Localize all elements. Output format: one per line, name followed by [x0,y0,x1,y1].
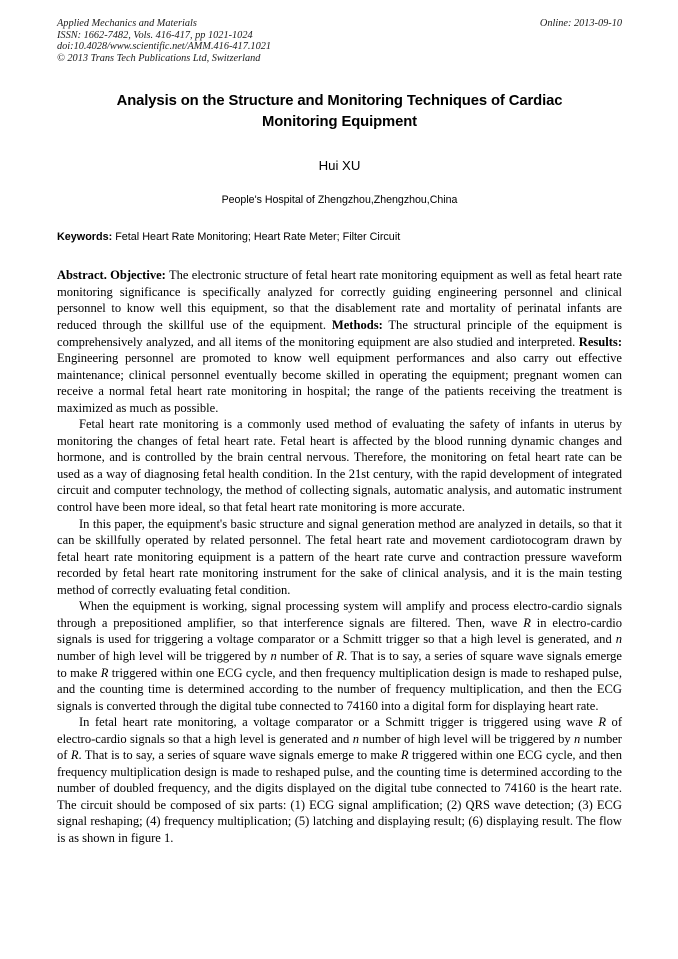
paper-page [57,18,622,847]
variable-r: R [70,748,79,763]
variable-r: R [598,715,607,730]
paragraph-3: In this paper, the equipment's basic structure and signal generation method are analyzed in details, so that it can be skillfully operated by related personnel. The fetal heart rate and movement cardiotocogram drawn by fetal heart rate monitoring equipment is a pattern of the heart rate curve and contraction pressure waveform recorded by fetal heart rate monitoring instrument for the sake of clinical analysis, and it is the main testing method of correctly evaluating fetal condition. [57,516,622,597]
results-text: Engineering personnel are promoted to know well equipment performances and also carry out effective maintenance; clinical personnel eventually become skilled in operating the equipment; pregnant women can receive a normal fetal heart rate monitoring in hospital; the range of the patients receiving the treatment is maximized as much as possible. [57,351,622,415]
keywords-value: Fetal Heart Rate Monitoring; Heart Rate Meter; Filter Circuit [112,231,401,244]
journal-copyright: © 2013 Trans Tech Publications Ltd, Switzerland [57,52,261,64]
paragraph-5-part-c: number of high level will be triggered by [358,731,574,746]
paragraph-4-part-e: . That is to say, a series of square wave signals emerge to make [57,648,622,680]
results-label: Results: [578,334,622,349]
variable-n: n [352,731,359,746]
article-body [57,267,622,846]
journal-issn: ISSN: 1662-7482, Vols. 416-417, pp 1021-1024 [57,29,253,41]
variable-n: n [574,731,581,746]
abstract-objective-text: The electronic structure of fetal heart rate monitoring equipment as well as fetal heart rate monitoring significance is specifically analyzed for correctly guiding engineering personnel and clinical personnel to know well this equipment, so that the disablement rate and mortality of perinatal infants are reduced through the skillful use of the equipment. [57,268,623,333]
variable-n: n [270,648,277,663]
abstract-heading: Abstract. Objective: [57,268,166,283]
paragraph-4-part-f: triggered within one ECG cycle, and then frequency multiplication design is made to reshaped pulse, and the counting time is determined according to the number of frequency multiplication, and then the ECG signals is converted through the digital tube connected to 74160 into a digital form for displaying heart rate. [57,665,622,713]
paragraph-5-part-b: of electro-cardio signals so that a high level is generated and [57,715,622,746]
paragraph-4-part-d: number of [276,648,337,663]
paragraph-4-part-c: number of high level will be triggered by [57,648,271,663]
journal-header [57,18,622,64]
journal-name: Applied Mechanics and Materials [57,18,197,29]
methods-label: Methods: [331,318,383,333]
paragraph-4 [57,598,622,714]
author-affiliation: People's Hospital of Zhengzhou,Zhengzhou,China [221,194,458,207]
variable-r: R [100,665,109,680]
paragraph-5-part-a: In fetal heart rate monitoring, a voltage comparator or a Schmitt trigger is triggered using wave [79,715,599,730]
page-title: Analysis on the Structure and Monitoring Techniques of Cardiac Monitoring Equipment [116,93,563,130]
paragraph-5-part-d: number of [57,731,622,763]
paragraph-4-part-b: in electro-cardio signals is used for triggering a voltage comparator or a Schmitt trigger so that a high level is generated, and [57,615,622,647]
keywords-line [57,231,622,243]
online-date: Online: 2013-09-10 [539,18,622,29]
variable-r: R [400,748,409,763]
paragraph-5-part-e: . That is to say, a series of square wave signals emerge to make [78,748,401,763]
keywords-label: Keywords: [57,231,113,244]
paragraph-2: Fetal heart rate monitoring is a commonly used method of evaluating the safety of infants in uterus by monitoring the changes of fetal heart rate. Fetal heart is affected by the blood running dynamic changes and hormone, and is controlled by the brain central nervous. Therefore, the monitoring on fetal heart rate can be used as a way of diagnosing fetal health condition. In the 21st century, with the rapid development of integrated circuit and computer technology, the method of collecting signals, automatic analysis, and automatic instrument control have been more ideal, so that fetal heart rate monitoring is more accurate. [57,417,622,515]
author-name: Hui XU [318,158,361,174]
variable-n: n [615,632,622,647]
variable-r: R [336,648,344,663]
paragraph-5 [57,714,622,846]
journal-doi: doi:10.4028/www.scientific.net/AMM.416-417.1021 [57,41,272,53]
paragraph-5-part-f: triggered within one ECG cycle, and then frequency multiplication design is made to reshaped pulse, and the counting time is determined according to the number of doubled frequency, and the digits displayed on the digital tube connected to 74160 is the heart rate. The circuit should be composed of six parts: (1) ECG signal amplification; (2) QRS wave detection; (3) ECG signal reshaping; (4) frequency multiplication; (5) latching and displaying result; (6) displaying result. The flow is as shown in figure 1. [57,748,623,845]
paragraph-4-part-a: When the equipment is working, signal processing system will amplify and process electro-cardio signals through a prepositioned amplifier, so that interference signals are filtered. Then, wave [57,599,622,630]
abstract-paragraph [57,267,622,416]
variable-r: R [523,615,531,630]
methods-text: The structural principle of the equipment is comprehensively analyzed, and all items of the monitoring equipment are also studied and interpreted. [57,318,622,349]
